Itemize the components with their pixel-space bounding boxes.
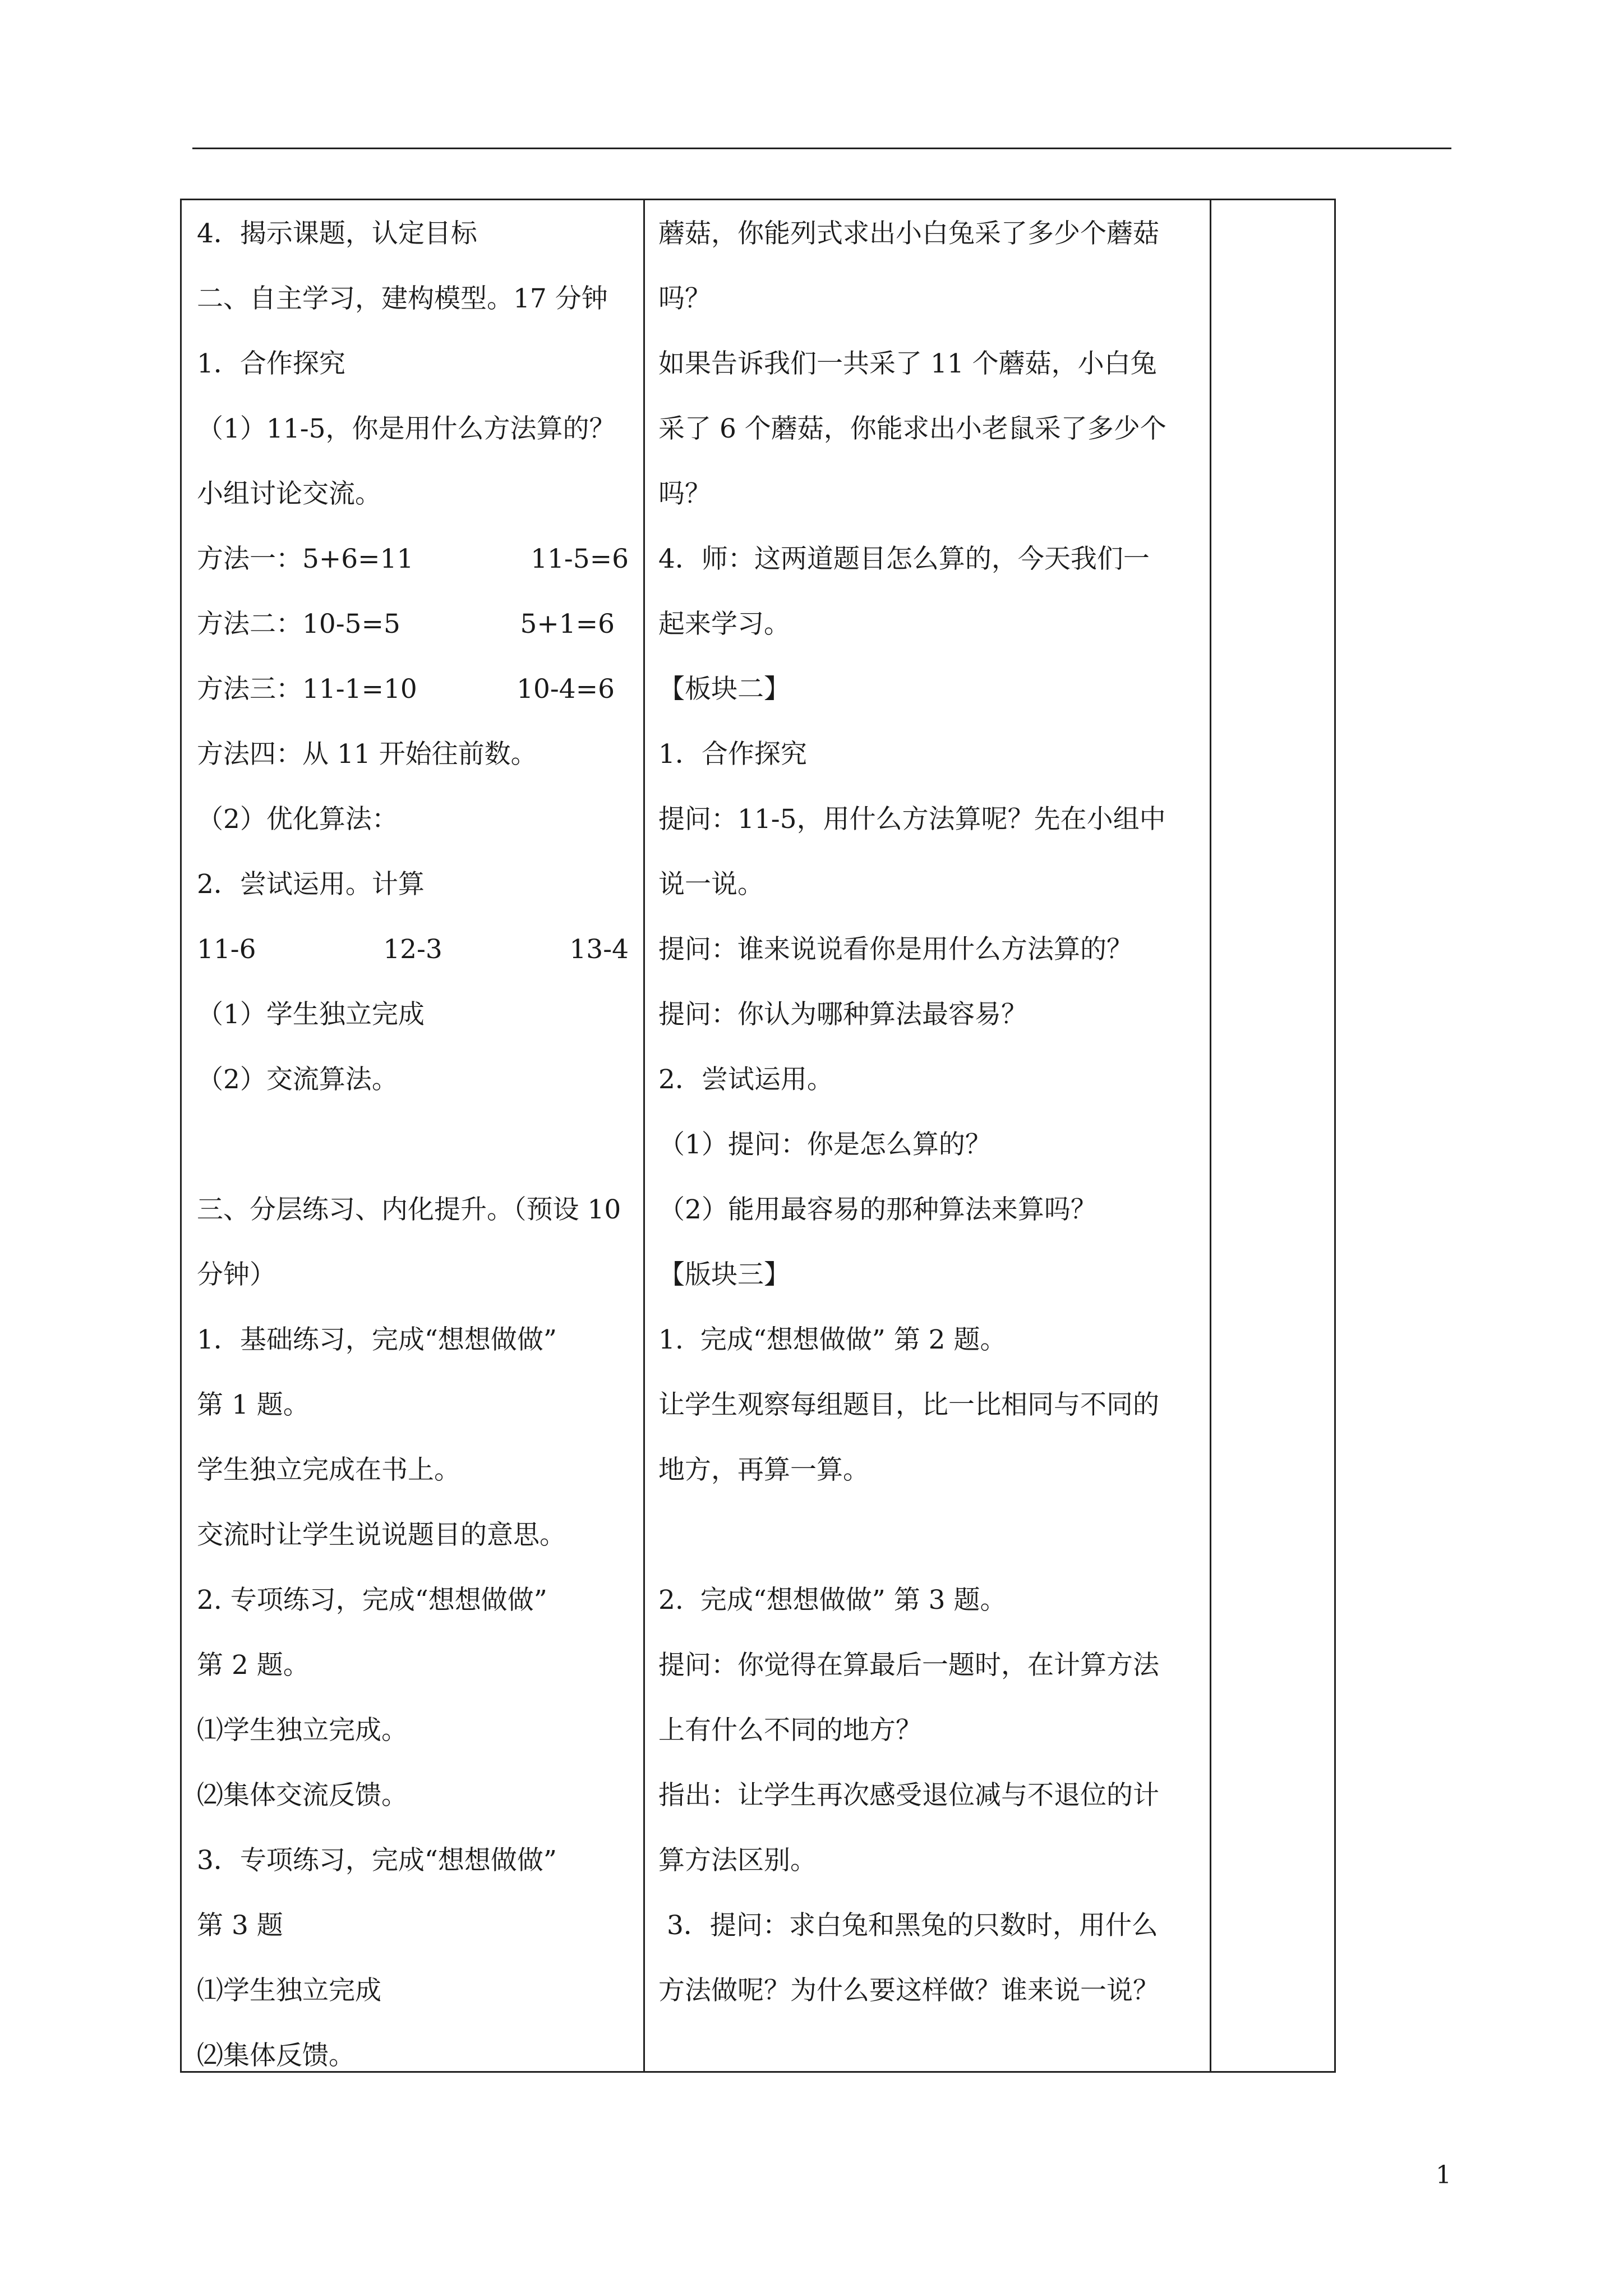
left-line: 交流时让学生说说题目的意思。 [197, 1520, 566, 1550]
column-divider [643, 200, 645, 2071]
middle-line: 2. 完成“想想做做” 第 3 题。 [658, 1585, 1007, 1616]
method-row [197, 542, 629, 576]
method-result: 10-4=6 [517, 674, 615, 705]
calc-item: 12-3 [383, 934, 442, 965]
middle-line: 提问：你觉得在算最后一题时，在计算方法 [658, 1650, 1159, 1681]
method-result: 5+1=6 [520, 609, 615, 639]
middle-line: 2．尝试运用。 [658, 1064, 833, 1095]
middle-line: 提问：11-5，用什么方法算呢？先在小组中 [658, 804, 1166, 835]
left-line: ⑵集体反馈。 [197, 2040, 355, 2071]
method-label: 方法一：5+6=11 [197, 544, 414, 574]
left-line: 第 3 题 [197, 1910, 283, 1941]
middle-line: 起来学习。 [658, 609, 790, 639]
left-line: 第 2 题。 [197, 1650, 310, 1681]
left-line: （2）优化算法： [197, 804, 398, 835]
left-line: 4．揭示课题，认定目标 [197, 218, 477, 249]
left-line: 3．专项练习，完成“想想做做” [197, 1845, 557, 1876]
left-line: ⑵集体交流反馈。 [197, 1780, 408, 1811]
left-line: ⑴学生独立完成 [197, 1975, 381, 2006]
left-line: 第 1 题。 [197, 1389, 310, 1420]
middle-line: 吗？ [658, 478, 711, 509]
section-heading: 【版块三】 [658, 1259, 790, 1290]
method-label: 方法三：11-1=10 [197, 674, 417, 705]
middle-line: 地方，再算一算。 [658, 1455, 869, 1485]
middle-line: 说一说。 [658, 869, 764, 900]
left-line: 2. 专项练习，完成“想想做做” [197, 1585, 547, 1616]
left-line: （2）交流算法。 [197, 1064, 398, 1095]
method-label: 方法二：10-5=5 [197, 609, 400, 639]
middle-line: 提问：谁来说说看你是用什么方法算的？ [658, 934, 1133, 965]
section-heading: 【板块二】 [658, 674, 790, 705]
middle-line: 指出：让学生再次感受退位减与不退位的计 [658, 1780, 1159, 1811]
left-line: 三、分层练习、内化提升。（预设 10 [197, 1194, 621, 1225]
middle-line: （1）提问：你是怎么算的？ [658, 1129, 992, 1160]
page-number: 1 [1436, 2161, 1451, 2189]
header-rule [192, 148, 1451, 149]
right-column [1211, 200, 1335, 2071]
middle-line: 提问：你认为哪种算法最容易？ [658, 999, 1027, 1030]
middle-line: 吗？ [658, 283, 711, 314]
middle-line: 算方法区别。 [658, 1845, 817, 1876]
middle-line: 如果告诉我们一共采了 11 个蘑菇，小白兔 [658, 348, 1157, 379]
left-line: 1．合作探究 [197, 348, 345, 379]
middle-line: 方法做呢？为什么要这样做？谁来说一说？ [658, 1975, 1159, 2006]
method-row [197, 673, 615, 706]
left-line: 1．基础练习，完成“想想做做” [197, 1324, 557, 1355]
calc-row [197, 933, 629, 967]
method-result: 11-5=6 [531, 544, 629, 574]
middle-line: 1. 完成“想想做做” 第 2 题。 [658, 1324, 1007, 1355]
middle-line: 1．合作探究 [658, 739, 807, 770]
left-line: ⑴学生独立完成。 [197, 1715, 408, 1746]
calc-item: 13-4 [569, 934, 629, 965]
calc-item: 11-6 [197, 934, 256, 965]
left-line: 分钟） [197, 1259, 276, 1290]
left-line: 方法四：从 11 开始往前数。 [197, 739, 537, 770]
middle-line: 4．师：这两道题目怎么算的，今天我们一 [658, 544, 1150, 574]
left-line: 二、自主学习，建构模型。17 分钟 [197, 283, 608, 314]
left-line: （1）学生独立完成 [197, 999, 425, 1030]
method-row [197, 608, 615, 641]
middle-line: 3．提问：求白兔和黑兔的只数时，用什么 [658, 1910, 1158, 1941]
lesson-plan-table [180, 199, 1336, 2073]
middle-line: （2）能用最容易的那种算法来算吗？ [658, 1194, 1097, 1225]
middle-line: 让学生观察每组题目，比一比相同与不同的 [658, 1389, 1159, 1420]
middle-line: 蘑菇，你能列式求出小白兔采了多少个蘑菇 [658, 218, 1159, 249]
left-line: 学生独立完成在书上。 [197, 1455, 460, 1485]
middle-line: 上有什么不同的地方？ [658, 1715, 922, 1746]
middle-line: 采了 6 个蘑菇，你能求出小老鼠采了多少个 [658, 413, 1166, 444]
left-line: 2．尝试运用。计算 [197, 869, 425, 900]
left-line: （1）11-5，你是用什么方法算的？ [197, 413, 616, 444]
left-line: 小组讨论交流。 [197, 478, 381, 509]
